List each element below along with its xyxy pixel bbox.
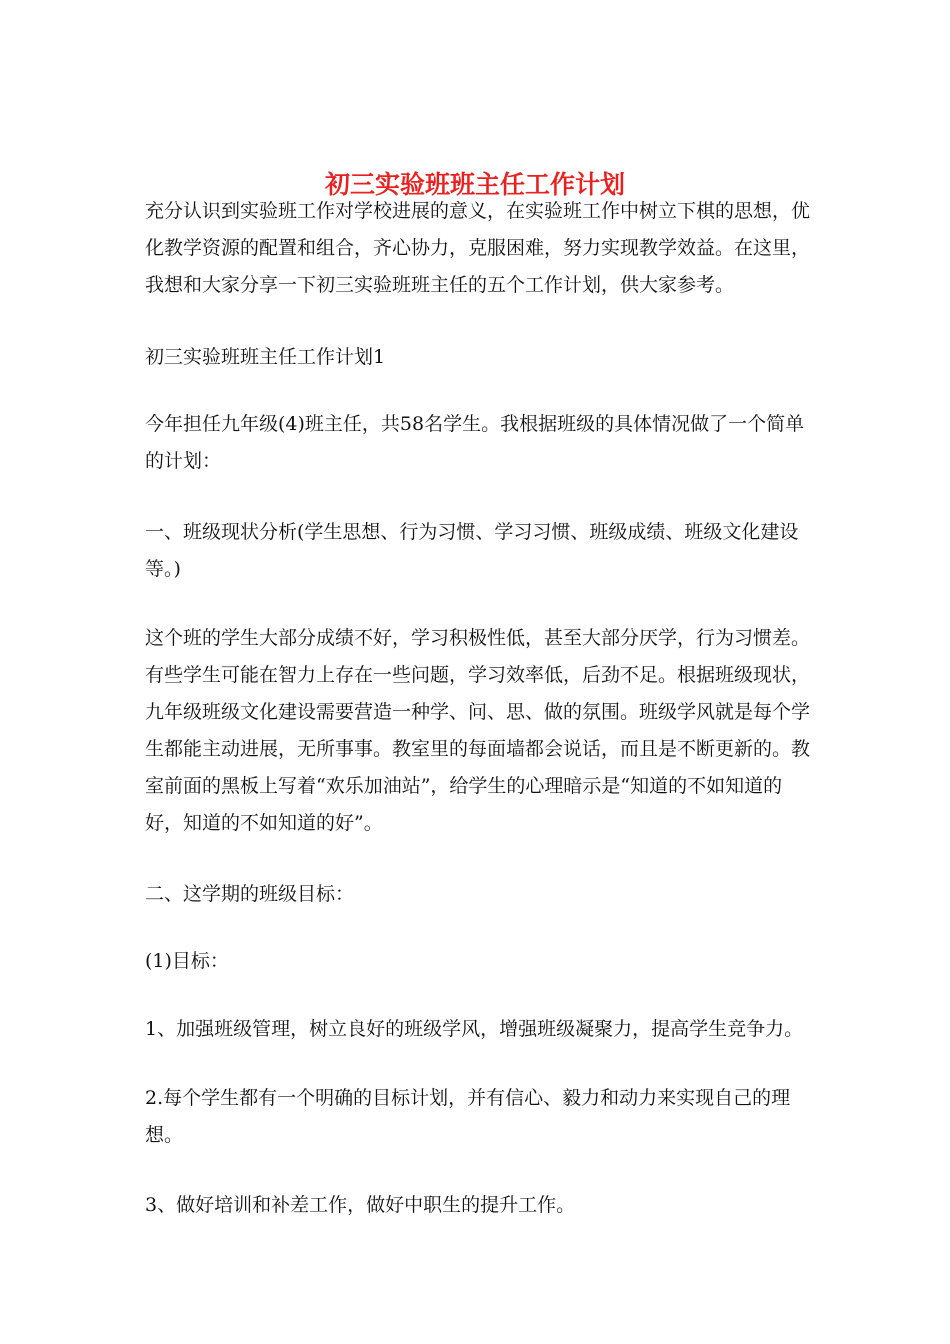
goal-item-1: 1、加强班级管理，树立良好的班级学风，增强班级凝聚力，提高学生竞争力。 — [145, 1018, 804, 1040]
section-heading-goals: 二、这学期的班级目标： — [145, 883, 355, 905]
goal-label: (1)目标： — [145, 950, 229, 972]
document-title: 初三实验班班主任工作计划 — [324, 169, 625, 199]
analysis-paragraph: 这个班的学生大部分成绩不好，学习积极性低，甚至大部分厌学，行为习惯差。有些学生可能在智力上存在一些问题，学习效率低，后劲不足。根据班级现状，九年级班级文化建设需要营造一种学、问、思、做的氛围。班级学风就是每个学生都能主动进展，无所事事。教室里的每面墙都会说话，而且是不断更新的。教室前面的黑板上写着“欢乐加油站”，给学生的心理暗示是“知道的不如知道的好，知道的不如知道的好”。 — [145, 627, 811, 834]
section-heading-analysis: 一、班级现状分析(学生思想、行为习惯、学习习惯、班级成绩、班级文化建设等。) — [145, 521, 799, 580]
goal-item-2: 2.每个学生都有一个明确的目标计划，并有信心、毅力和动力来实现自己的理想。 — [145, 1087, 791, 1146]
intro-paragraph: 充分认识到实验班工作对学校进展的意义，在实验班工作中树立下棋的思想，优化教学资源的配置和组合，齐心协力，克服困难，努力实现教学效益。在这里，我想和大家分享一下初三实验班班主任的五个工作计划，供大家参考。 — [145, 200, 811, 296]
goal-item-3: 3、做好培训和补差工作，做好中职生的提升工作。 — [145, 1194, 576, 1216]
plan-heading: 初三实验班班主任工作计划1 — [145, 346, 386, 368]
class-info-paragraph: 今年担任九年级(4)班主任，共58名学生。我根据班级的具体情况做了一个简单的计划： — [145, 413, 805, 472]
